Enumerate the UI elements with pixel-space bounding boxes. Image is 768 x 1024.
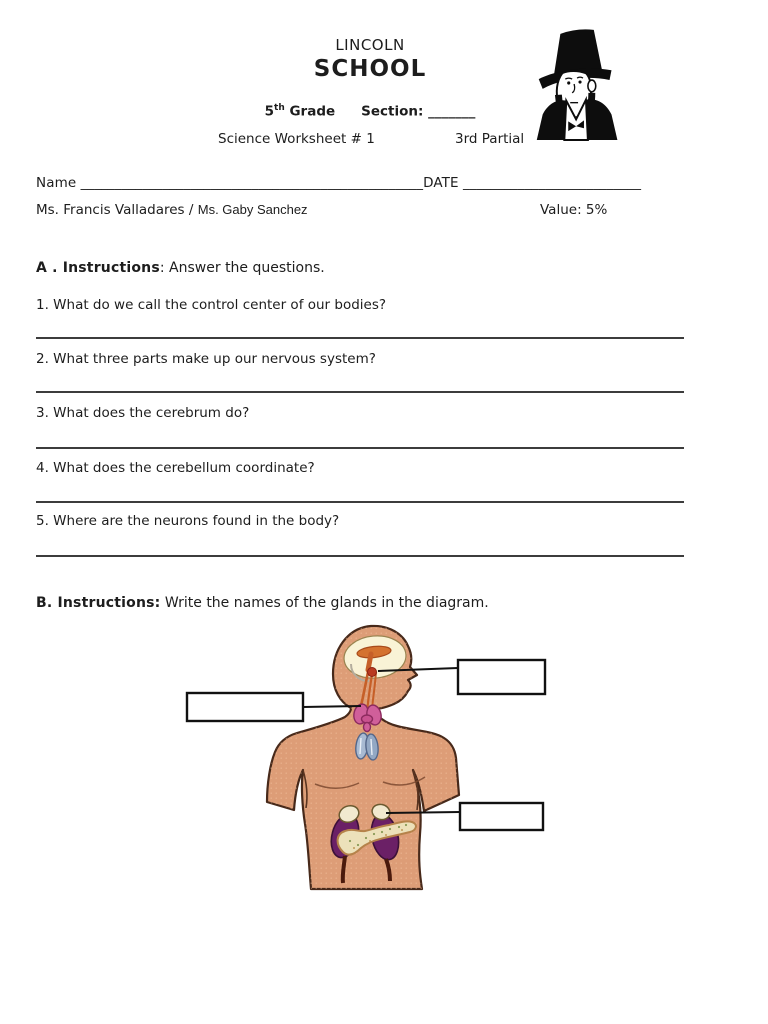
pointer-line-thyroid <box>303 706 361 707</box>
section-label: Section: <box>361 103 424 120</box>
label-box-thyroid <box>187 693 303 721</box>
school-name-line2: SCHOOL <box>313 56 427 82</box>
label-box-pituitary <box>458 660 545 694</box>
date-blank: __________________________ <box>463 175 642 191</box>
question-1: 1. What do we call the control center of our bodies? <box>36 297 387 313</box>
name-date-line <box>36 175 641 191</box>
grade-section-line <box>210 103 530 120</box>
grade-ordinal-suffix: th <box>274 103 285 113</box>
date-label: DATE <box>423 175 464 191</box>
answer-line-5 <box>36 555 684 557</box>
section-a-heading: A . Instructions: Answer the questions. <box>36 260 325 276</box>
grade-word: Grade <box>284 103 336 120</box>
ear <box>588 80 596 92</box>
answer-line-4 <box>36 501 684 503</box>
school-name-line1: LINCOLN <box>335 36 405 54</box>
answer-line-3 <box>36 447 684 449</box>
question-2: 2. What three parts make up our nervous system? <box>36 351 376 367</box>
teacher-primary: Ms. Francis Valladares / <box>36 202 198 218</box>
question-5: 5. Where are the neurons found in the body? <box>36 513 340 529</box>
partial-label: 3rd Partial <box>455 131 525 147</box>
lincoln-mascot-icon <box>523 24 641 142</box>
pointer-line-adrenal <box>386 812 460 813</box>
question-4: 4. What does the cerebellum coordinate? <box>36 460 315 476</box>
value-label: Value: 5% <box>540 202 608 218</box>
answer-line-2 <box>36 391 684 393</box>
question-3: 3. What does the cerebrum do? <box>36 405 250 421</box>
answer-line-1 <box>36 337 684 339</box>
teachers-line <box>36 202 308 218</box>
name-label: Name <box>36 175 81 191</box>
section-b-heading: B. Instructions: Write the names of the glands in the diagram. <box>36 595 489 611</box>
endocrine-glands-diagram <box>175 612 585 897</box>
worksheet-title: Science Worksheet # 1 <box>218 131 375 147</box>
grade-number: 5 <box>264 103 275 120</box>
teacher-secondary: Ms. Gaby Sanchez <box>197 202 308 217</box>
section-blank: _______ <box>423 103 476 120</box>
label-box-adrenal <box>460 803 543 830</box>
name-blank: __________________________________________________ <box>80 175 424 191</box>
